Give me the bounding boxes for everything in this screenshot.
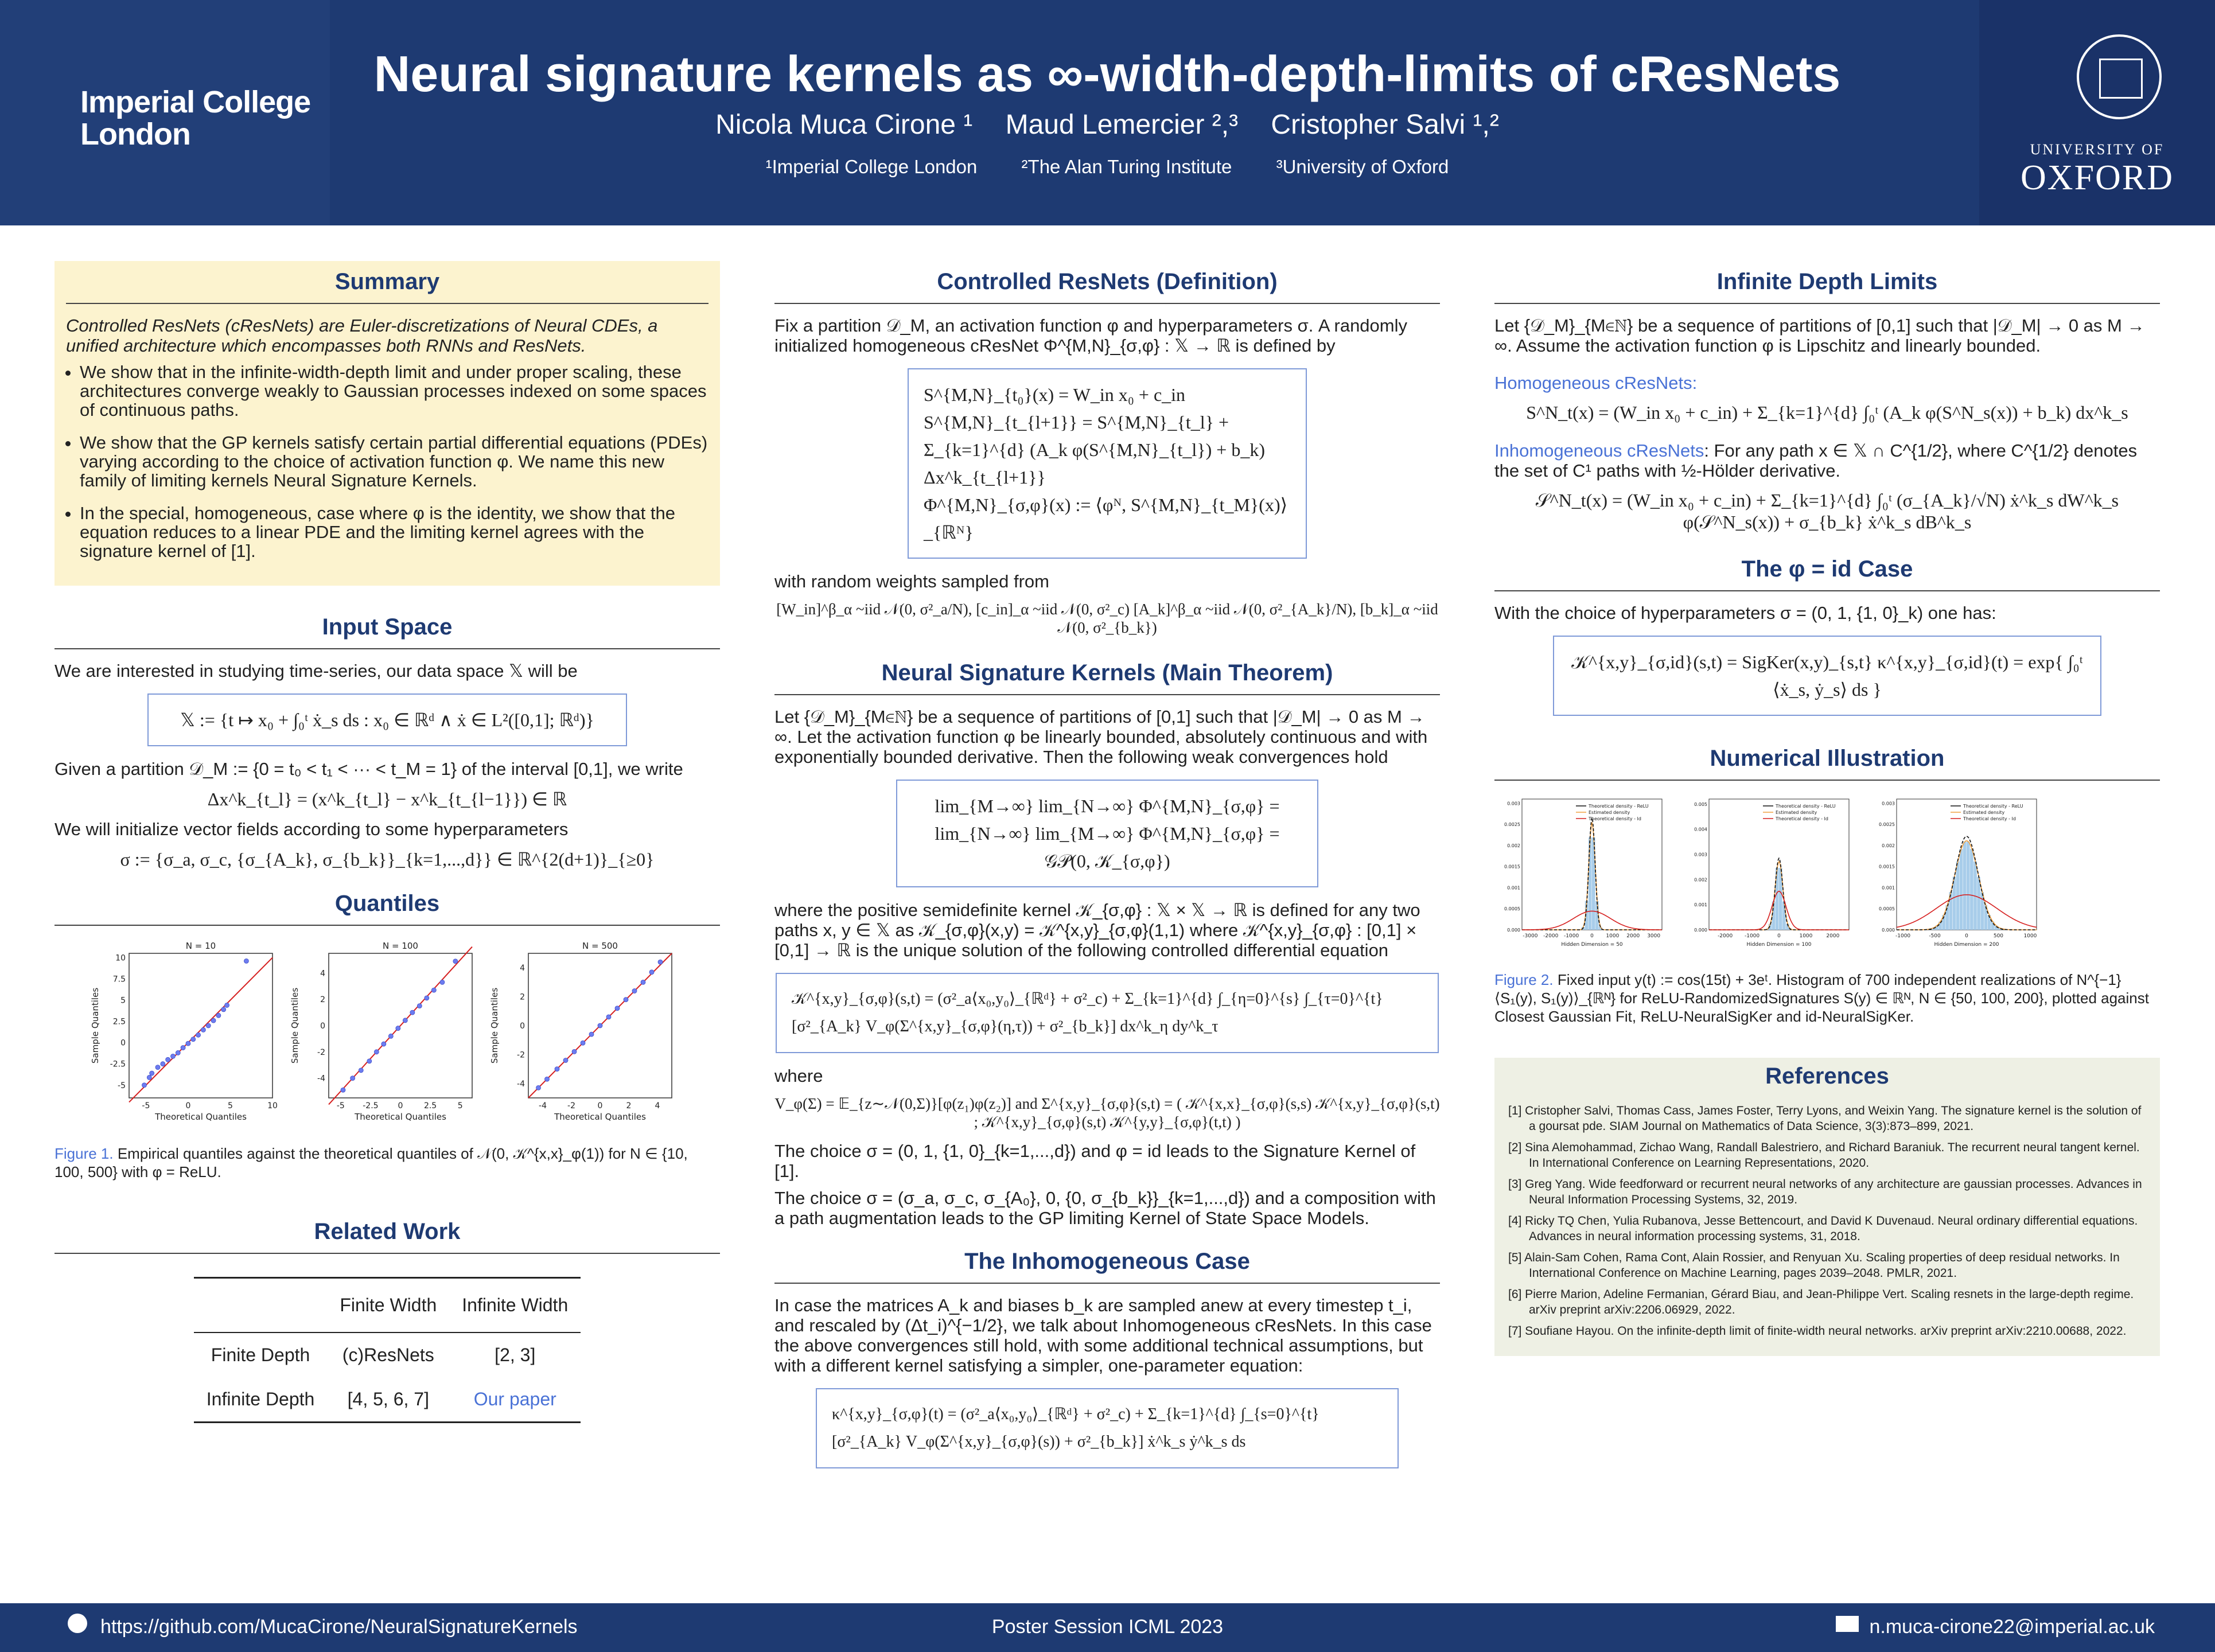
footer-bar <box>0 1603 2215 1652</box>
figure2-text: Fixed input y(t) := cos(15t) + 3eᵗ. Histogram of 700 independent realizations of N^{−1}⟨S₁(y), S₁(y)⟩_{ℝᴺ} for ReLU-RandomizedSignatures S(y) ∈ ℝᴺ, N ∈ {50, 100, 200}, plotted against Closest Gaussian Fit, ReLU-NeuralSigKer and id-NeuralSigKer. <box>1494 971 2149 1025</box>
table-row-label: Infinite Depth <box>194 1377 328 1423</box>
data-point <box>417 1004 422 1008</box>
data-point <box>351 1076 355 1081</box>
y-tick-label: 0.000 <box>1694 928 1708 933</box>
author-list <box>344 109 1870 141</box>
author: Nicola Muca Cirone ¹ <box>715 110 973 140</box>
x-tick-label: 0 <box>185 1101 190 1111</box>
x-tick-label: -3000 <box>1523 933 1538 939</box>
affiliation: ²The Alan Turing Institute <box>1021 156 1232 177</box>
data-point <box>624 998 628 1002</box>
qq-plots <box>55 937 720 1129</box>
oxford-logo-line2: OXFORD <box>2021 158 2174 197</box>
y-tick-label: -2 <box>517 1050 525 1060</box>
y-tick-label: 0.001 <box>1507 885 1520 891</box>
y-tick-label: -4 <box>317 1074 325 1084</box>
data-point <box>615 1006 620 1011</box>
y-tick-label: 0.0015 <box>1878 864 1895 870</box>
y-tick-label: 7.5 <box>112 975 126 984</box>
histogram-bar <box>1970 849 1973 930</box>
data-point <box>147 1075 151 1080</box>
legend-label: Estimated density <box>1963 810 2005 815</box>
x-tick-label: 1000 <box>2023 933 2037 939</box>
cresnet-eq-line: S^{M,N}_{t₀}(x) = W_in x₀ + c_in <box>924 384 1186 405</box>
data-point <box>170 1054 175 1058</box>
table-row <box>194 1332 581 1377</box>
figure2-caption <box>1494 971 2160 1026</box>
histogram-bar <box>1963 841 1967 930</box>
data-point <box>149 1071 154 1076</box>
reference-item: [7] Soufiane Hayou. On the infinite-depth limit of finite-width neural networks. arXiv preprint arXiv:2210.00688, 2022. <box>1508 1324 2127 1338</box>
data-point <box>176 1050 180 1055</box>
session-label: Poster Session ICML 2023 <box>991 1616 1224 1638</box>
y-axis-label: Sample Quantiles <box>489 987 500 1064</box>
histogram-n50 <box>1494 792 1667 953</box>
data-point <box>632 989 637 993</box>
data-point <box>341 1088 345 1092</box>
column-middle <box>774 261 1440 1481</box>
legend-label: Theoretical density - Id <box>1963 816 2016 821</box>
x-tick-label: 0 <box>1590 933 1594 939</box>
legend-label: Theoretical density - ReLU <box>1963 804 2023 809</box>
column-left <box>55 261 720 1423</box>
y-tick-label: -2 <box>317 1047 325 1057</box>
data-point <box>425 996 429 1000</box>
figure1-text: Empirical quantiles against the theoretical quantiles of 𝒩(0, 𝒦^{x,x}_φ(1)) for N ∈ {10, 100, 500} with φ = ReLU. <box>55 1145 688 1180</box>
controlled-text: Fix a partition 𝒟_M, an activation function φ and hyperparameters σ. A randomly initialized homogeneous cResNet Φ^{M,N}_{σ,φ} : 𝕏 → ℝ is defined by <box>774 315 1408 356</box>
infinite-depth-text: Let {𝒟_M}_{M∈ℕ} be a sequence of partitions of [0,1] such that |𝒟_M| → 0 as M → ∞. Assume the activation function φ is Lipschitz and linearly bounded. <box>1494 315 2145 356</box>
reference-item: [5] Alain-Sam Cohen, Rama Cont, Alain Rossier, and Renyuan Xu. Scaling properties of deep residual networks. In International Conference on Machine Learning, pages 2039–2048. PMLR, 2021. <box>1508 1251 2120 1280</box>
x-tick-label: -5 <box>141 1101 150 1111</box>
inhomogeneous-heading: Inhomogeneous cResNets <box>1494 441 1704 461</box>
plot-title: N = 100 <box>383 941 418 951</box>
y-tick-label: -2.5 <box>110 1059 126 1069</box>
x-tick-label: 2.5 <box>423 1101 437 1111</box>
related-work-table <box>194 1277 581 1423</box>
histogram-bar <box>1953 877 1956 930</box>
x-tick-label: 2000 <box>1826 933 1840 939</box>
phi-id-title: The φ = id Case <box>1494 556 2160 591</box>
table-header-cell <box>194 1278 328 1333</box>
inhomogeneous-desc: : For any path x ∈ 𝕏 ∩ C^{1/2}, where C^{1/2} denotes the set of C¹ paths with ½-Hölder derivative. <box>1494 441 2138 481</box>
table-cell: [4, 5, 6, 7] <box>327 1377 449 1423</box>
x-tick-label: 0 <box>597 1101 603 1111</box>
data-point <box>572 1049 577 1054</box>
x-axis-label: Theoretical Quantiles <box>154 1112 247 1122</box>
convergence-equation: lim_{M→∞} lim_{N→∞} Φ^{M,N}_{σ,φ} = lim_{N→∞} lim_{M→∞} Φ^{M,N}_{σ,φ} = 𝒢𝒫(0, 𝒦_{σ,φ}) <box>896 780 1318 887</box>
legend-label: Theoretical density - Id <box>1776 816 1829 821</box>
table-row <box>194 1377 581 1423</box>
partition-text: Given a partition 𝒟_M := {0 = t₀ < t₁ < ··· < t_M = 1} of the interval [0,1], we write <box>55 759 683 779</box>
y-tick-label: 0.001 <box>1882 885 1895 891</box>
legend-label: Theoretical density - Id <box>1589 816 1641 821</box>
histogram-bar <box>1977 877 1980 930</box>
imperial-logo: Imperial College London <box>80 85 311 151</box>
summary-title: Summary <box>66 261 709 304</box>
y-tick-label: 0.003 <box>1882 801 1895 806</box>
data-point <box>589 1032 594 1037</box>
phi-id-equation: 𝒦^{x,y}_{σ,id}(s,t) = SigKer(x,y)_{s,t} κ^{x,y}_{σ,id}(t) = exp{ ∫₀ᵗ ⟨ẋ_s, ẏ_s⟩ ds } <box>1553 636 2101 716</box>
y-tick-label: 0.004 <box>1694 827 1708 832</box>
x-tick-label: -500 <box>1929 933 1941 939</box>
y-tick-label: 0.005 <box>1694 801 1708 807</box>
summary-intro: Controlled ResNets (cResNets) are Euler-discretizations of Neural CDEs, a unified architecture which encompasses both RNNs and ResNets. <box>66 315 658 356</box>
y-tick-label: 0.000 <box>1507 928 1520 933</box>
y-tick-label: 0 <box>120 1038 126 1048</box>
y-tick-label: 0.000 <box>1882 928 1895 933</box>
input-space-title: Input Space <box>55 614 720 649</box>
data-point <box>142 1083 146 1088</box>
weights-text: with random weights sampled from <box>774 571 1049 591</box>
affiliation-list <box>344 156 1870 178</box>
x-tick-label: -2000 <box>1543 933 1559 939</box>
x-tick-label: -2 <box>567 1101 576 1111</box>
x-tick-label: 2000 <box>1626 933 1640 939</box>
github-icon <box>68 1614 87 1633</box>
histogram-bar <box>1967 841 1970 930</box>
x-tick-label: 500 <box>1993 933 2003 939</box>
data-point <box>155 1065 160 1070</box>
y-tick-label: 0.002 <box>1507 843 1520 848</box>
x-tick-label: 3000 <box>1647 933 1661 939</box>
x-axis-label: Theoretical Quantiles <box>554 1112 647 1122</box>
main-theorem-title: Neural Signature Kernels (Main Theorem) <box>774 660 1440 695</box>
our-paper-link[interactable]: Our paper <box>449 1377 581 1423</box>
table-header-row <box>194 1278 581 1333</box>
legend-label: Theoretical density - ReLU <box>1589 804 1649 809</box>
homogeneous-equation: S^N_t(x) = (W_in x₀ + c_in) + Σ_{k=1}^{d} ∫₀ᵗ (A_k φ(S^N_s(x)) + b_k) dx^k_s <box>1526 402 2128 423</box>
data-point <box>224 1003 229 1007</box>
y-tick-label: 2 <box>320 995 325 1005</box>
data-point <box>555 1067 559 1072</box>
figure1-caption <box>55 1144 720 1181</box>
homogeneous-heading: Homogeneous cResNets: <box>1494 373 1698 393</box>
x-tick-label: 1000 <box>1799 933 1813 939</box>
data-point <box>396 1026 400 1031</box>
y-tick-label: 5 <box>120 996 126 1006</box>
y-axis-label: Sample Quantiles <box>89 987 100 1064</box>
y-tick-label: 0.001 <box>1694 902 1708 908</box>
x-tick-label: -2000 <box>1718 933 1733 939</box>
histogram-bar <box>1783 902 1786 930</box>
y-tick-label: 0 <box>320 1022 325 1031</box>
data-point <box>453 959 458 964</box>
email-link[interactable]: n.muca-cirone22@imperial.ac.uk <box>1869 1616 2155 1638</box>
summary-box <box>55 261 720 586</box>
x-tick-label: -1000 <box>1564 933 1579 939</box>
x-tick-label: 5 <box>227 1101 233 1111</box>
data-point <box>201 1027 205 1032</box>
y-tick-label: 2 <box>520 992 525 1002</box>
qq-plot-n500 <box>488 937 683 1127</box>
oxford-logo-line1: UNIVERSITY OF <box>2030 141 2165 158</box>
weights-equation: [W_in]^β_α ~iid 𝒩(0, σ²_a/N), [c_in]_α ~iid 𝒩(0, σ²_c) [A_k]^β_α ~iid 𝒩(0, σ²_{A_k}/N), [b_k]_α ~iid 𝒩(0, σ²_{b_k}) <box>776 601 1438 636</box>
inhomogeneous-sde-equation: 𝒮^N_t(x) = (W_in x₀ + c_in) + Σ_{k=1}^{d} ∫₀ᵗ (σ_{A_k}/√N) ẋ^k_s dW^k_s φ(𝒮^N_s(x)) + σ_{b_k} ẋ^k_s dB^k_s <box>1535 490 2119 532</box>
references-title: References <box>1765 1063 1889 1089</box>
y-tick-label: -5 <box>117 1081 126 1090</box>
data-point <box>410 1010 415 1015</box>
data-point <box>221 1007 225 1012</box>
x-tick-label: -4 <box>539 1101 547 1111</box>
data-point <box>185 1041 190 1046</box>
x-tick-label: -5 <box>336 1101 345 1111</box>
summary-bullet: • In the special, homogeneous, case where φ is the identity, we show that the equation reduces to a linear PDE and the limiting kernel agrees with the signature kernel of [1]. <box>80 504 709 560</box>
numerical-title: Numerical Illustration <box>1494 746 2160 781</box>
x-tick-label: 10 <box>267 1101 278 1111</box>
y-tick-label: 0 <box>520 1022 525 1031</box>
sigkernel-text: The choice σ = (0, 1, {1, 0}_{k=1,...,d}) and φ = id leads to the Signature Kernel of [1]. <box>774 1141 1416 1181</box>
y-tick-label: 0.002 <box>1694 877 1708 883</box>
summary-bullets <box>66 363 709 560</box>
data-point <box>216 1013 220 1018</box>
quantiles-title: Quantiles <box>55 891 720 926</box>
data-point <box>641 980 645 984</box>
x-tick-label: 0 <box>1965 933 1968 939</box>
data-point <box>649 970 654 975</box>
where-text: where <box>774 1066 823 1086</box>
data-point <box>374 1050 379 1054</box>
infinite-depth-title: Infinite Depth Limits <box>1494 261 2160 304</box>
legend-label: Estimated density <box>1589 810 1630 815</box>
x-tick-label: 0 <box>1777 933 1781 939</box>
reference-item: [3] Greg Yang. Wide feedforward or recurrent neural networks of any architecture are gaussian processes. Advances in Neural Information Processing Systems, 32, 2019. <box>1508 1178 2142 1206</box>
x-tick-label: -1000 <box>1745 933 1760 939</box>
data-point <box>160 1062 165 1066</box>
x-tick-label: 0 <box>398 1101 403 1111</box>
reference-item: [4] Ricky TQ Chen, Yulia Rubanova, Jesse Bettencourt, and David K Duvenaud. Neural ordinary differential equations. Advances in neural information processing systems, 31, 2018. <box>1508 1214 2138 1243</box>
y-tick-label: 4 <box>520 964 525 973</box>
inhomogeneous-title: The Inhomogeneous Case <box>774 1249 1440 1284</box>
x-tick-label: 2 <box>626 1101 632 1111</box>
table-cell: [2, 3] <box>495 1345 536 1365</box>
phi-id-text: With the choice of hyperparameters σ = (0, 1, {1, 0}_k) one has: <box>1494 603 1996 623</box>
input-space-text: We are interested in studying time-series, our data space 𝕏 will be <box>55 661 578 681</box>
inhomogeneous-def-text <box>1494 441 2160 481</box>
reference-line <box>129 957 273 1102</box>
cresnet-eq-line: S^{M,N}_{t_{l+1}} = S^{M,N}_{t_l} + Σ_{k=1}^{d} (A_k φ(S^{M,N}_{t_l}) + b_k) Δx^k_{t_{l+1}} <box>924 412 1265 488</box>
reference-item: [2] Sina Alemohammad, Zichao Wang, Randall Balestriero, and Richard Baraniuk. The recurrent neural tangent kernel. In International Conference on Learning Representations, 2020. <box>1508 1141 2140 1170</box>
y-tick-label: 10 <box>115 953 126 963</box>
qq-plot-n100 <box>289 937 484 1127</box>
oxford-crest-icon <box>2077 34 2162 119</box>
data-point <box>606 1015 611 1019</box>
plot-title: N = 10 <box>185 941 216 951</box>
x-axis-label: Hidden Dimension = 200 <box>1934 942 1999 948</box>
hyperparam-equation: σ := {σ_a, σ_c, {σ_{A_k}, σ_{b_k}}_{k=1,...,d}} ∈ ℝ^{2(d+1)}_{≥0} <box>120 849 655 870</box>
data-point <box>244 959 248 963</box>
x-axis-label: Hidden Dimension = 100 <box>1746 942 1812 948</box>
histogram-plots <box>1494 792 2160 956</box>
data-point <box>359 1068 363 1073</box>
affiliation: ³University of Oxford <box>1276 156 1449 177</box>
data-point <box>190 1037 195 1042</box>
theorem-text: Let {𝒟_M}_{M∈ℕ} be a sequence of partitions of [0,1] such that |𝒟_M| → 0 as M → ∞. Let the activation function φ be linearly bounded, absolutely continuous and with exponentially bounded derivative. Then the following weak convergences hold <box>774 707 1428 767</box>
y-tick-label: 0.0015 <box>1504 864 1520 870</box>
github-link[interactable]: https://github.com/MucaCirone/NeuralSignatureKernels <box>100 1616 578 1638</box>
histogram-n100 <box>1681 792 1854 953</box>
legend-label: Estimated density <box>1776 810 1817 815</box>
summary-bullet: • We show that the GP kernels satisfy certain partial differential equations (PDEs) varying according to the choice of activation function φ. We name this new family of limiting kernels Neural Signature Kernels. <box>80 433 709 490</box>
x-tick-label: 5 <box>457 1101 463 1111</box>
author: Maud Lemercier ²,³ <box>1005 110 1239 140</box>
qq-plot-n10 <box>89 937 284 1127</box>
data-point <box>403 1018 407 1023</box>
figure2-label: Figure 2. <box>1494 971 1554 988</box>
data-point <box>658 960 663 964</box>
column-right <box>1494 261 2160 1356</box>
data-space-equation: 𝕏 := {t ↦ x₀ + ∫₀ᵗ ẋ_s ds : x₀ ∈ ℝᵈ ∧ ẋ ∈ L²([0,1]; ℝᵈ)} <box>147 693 627 746</box>
y-tick-label: 0.003 <box>1507 801 1520 806</box>
x-tick-label: 4 <box>655 1101 660 1111</box>
table-header-cell: Infinite Width <box>449 1278 581 1333</box>
y-tick-label: 0.002 <box>1882 843 1895 848</box>
data-point <box>382 1042 386 1046</box>
x-tick-label: -1000 <box>1895 933 1911 939</box>
table-header-cell: Finite Width <box>327 1278 449 1333</box>
y-tick-label: 0.0025 <box>1878 822 1895 828</box>
inhomogeneous-equation: κ^{x,y}_{σ,φ}(t) = (σ²_a⟨x₀,y₀⟩_{ℝᵈ} + σ²_c) + Σ_{k=1}^{d} ∫_{s=0}^{t} [σ²_{A_k} V_φ(Σ^{x,y}_{σ,φ}(s)) + σ²_{b_k}] ẋ^k_s ẏ^k_s ds <box>816 1388 1399 1468</box>
data-point <box>388 1034 393 1038</box>
increment-equation: Δx^k_{t_l} = (x^k_{t_l} − x^k_{t_{l−1}}) ∈ ℝ <box>207 789 567 809</box>
references-box <box>1494 1058 2160 1356</box>
x-tick-label: -2.5 <box>363 1101 379 1111</box>
cresnet-equation-box <box>908 368 1307 559</box>
reference-item: [6] Pierre Marion, Adeline Fermanian, Gérard Biau, and Jean-Philippe Vert. Scaling resnets in the large-depth regime. arXiv preprint arXiv:2206.06929, 2022. <box>1508 1288 2134 1316</box>
histogram-bar <box>1960 849 1963 930</box>
author: Cristopher Salvi ¹,² <box>1271 110 1499 140</box>
histogram-n200 <box>1869 792 2041 953</box>
kernel-def-text: where the positive semidefinite kernel 𝒦_{σ,φ} : 𝕏 × 𝕏 → ℝ is defined for any two paths x, y ∈ 𝕏 as 𝒦_{σ,φ}(x,y) = 𝒦^{x,y}_{σ,φ}(1,1) where 𝒦^{x,y}_{σ,φ} : [0,1] × [0,1] → ℝ is the unique solution of the following controlled differential equation <box>774 900 1420 960</box>
data-point <box>181 1046 185 1050</box>
y-axis-label: Sample Quantiles <box>290 987 300 1064</box>
kernel-pde-equation: 𝒦^{x,y}_{σ,φ}(s,t) = (σ²_a⟨x₀,y₀⟩_{ℝᵈ} + σ²_c) + Σ_{k=1}^{d} ∫_{η=0}^{s} ∫_{τ=0}^{t} [σ²_{A_k} V_φ(Σ^{x,y}_{σ,φ}(η,τ)) + σ²_{b_k}] dx^k_η dy^k_τ <box>776 973 1439 1053</box>
data-point <box>211 1018 216 1023</box>
data-point <box>206 1023 211 1028</box>
data-point <box>598 1023 602 1028</box>
data-point <box>165 1057 170 1062</box>
x-axis-label: Hidden Dimension = 50 <box>1561 942 1623 948</box>
affiliation: ¹Imperial College London <box>765 156 978 177</box>
cresnet-eq-line: Φ^{M,N}_{σ,φ}(x) := ⟨φᴺ, S^{M,N}_{t_M}(x)⟩_{ℝᴺ} <box>924 494 1288 543</box>
summary-bullet: • We show that in the infinite-width-depth limit and under proper scaling, these architectures converge weakly to Gaussian processes indexed on some spaces of continuous paths. <box>80 363 709 419</box>
table-row-label: Finite Depth <box>211 1345 310 1365</box>
table-cell: (c)ResNets <box>342 1345 434 1365</box>
figure1-label: Figure 1. <box>55 1145 114 1162</box>
y-tick-label: 2.5 <box>112 1017 126 1027</box>
y-tick-label: 4 <box>320 969 325 979</box>
legend-label: Theoretical density - ReLU <box>1776 804 1836 809</box>
reference-item: [1] Cristopher Salvi, Thomas Cass, James Foster, Terry Lyons, and Weixin Yang. The signature kernel is the solution of a goursat pde. SIAM Journal on Mathematics of Data Science, 3(3):873–899, 2021. <box>1508 1104 2142 1133</box>
data-point <box>545 1077 550 1081</box>
y-tick-label: 0.0025 <box>1504 822 1520 828</box>
data-point <box>367 1059 372 1063</box>
data-point <box>431 988 436 992</box>
data-point <box>581 1041 585 1045</box>
y-tick-label: 0.003 <box>1694 852 1708 858</box>
data-point <box>563 1058 568 1062</box>
y-tick-label: 0.0005 <box>1878 906 1895 912</box>
mail-icon <box>1836 1616 1859 1632</box>
y-tick-label: -4 <box>517 1079 525 1089</box>
controlled-title: Controlled ResNets (Definition) <box>774 261 1440 304</box>
related-work-title: Related Work <box>55 1219 720 1254</box>
data-point <box>440 980 445 984</box>
ssm-text: The choice σ = (σ_a, σ_c, σ_{A₀}, 0, {0, σ_{b_k}}_{k=1,...,d}) and a composition with a path augmentation leads to the GP limiting Kernel of State Space Models. <box>774 1188 1436 1228</box>
data-point <box>196 1032 200 1037</box>
covariance-equation: V_φ(Σ) = 𝔼_{z∼𝒩(0,Σ)}[φ(z₁)φ(z₂)] and Σ^{x,y}_{σ,φ}(s,t) = ( 𝒦^{x,x}_{σ,φ}(s,s) 𝒦^{x,y}_{σ,φ}(s,t) ; 𝒦^{x,y}_{σ,φ}(s,t) 𝒦^{y,y}_{σ,φ}(t,t) ) <box>774 1095 1440 1131</box>
data-point <box>536 1085 541 1090</box>
y-tick-label: 0.0005 <box>1504 906 1520 912</box>
inhomogeneous-text: In case the matrices A_k and biases b_k are sampled anew at every timestep t_i, and rescaled by (Δt_i)^{−1/2}, we talk about Inhomogeneous cResNets. In this case the above convergences still hold, with some additional technical assumptions, but with a different kernel satisfying a simpler, one-parameter equation: <box>774 1295 1432 1376</box>
x-tick-label: 1000 <box>1606 933 1620 939</box>
plot-title: N = 500 <box>582 941 618 951</box>
poster-title: Neural signature kernels as ∞-width-depth-limits of cResNets <box>373 45 1841 102</box>
reference-line <box>329 947 472 1105</box>
hyperparam-text: We will initialize vector fields according to some hyperparameters <box>55 819 569 839</box>
x-axis-label: Theoretical Quantiles <box>355 1112 446 1122</box>
